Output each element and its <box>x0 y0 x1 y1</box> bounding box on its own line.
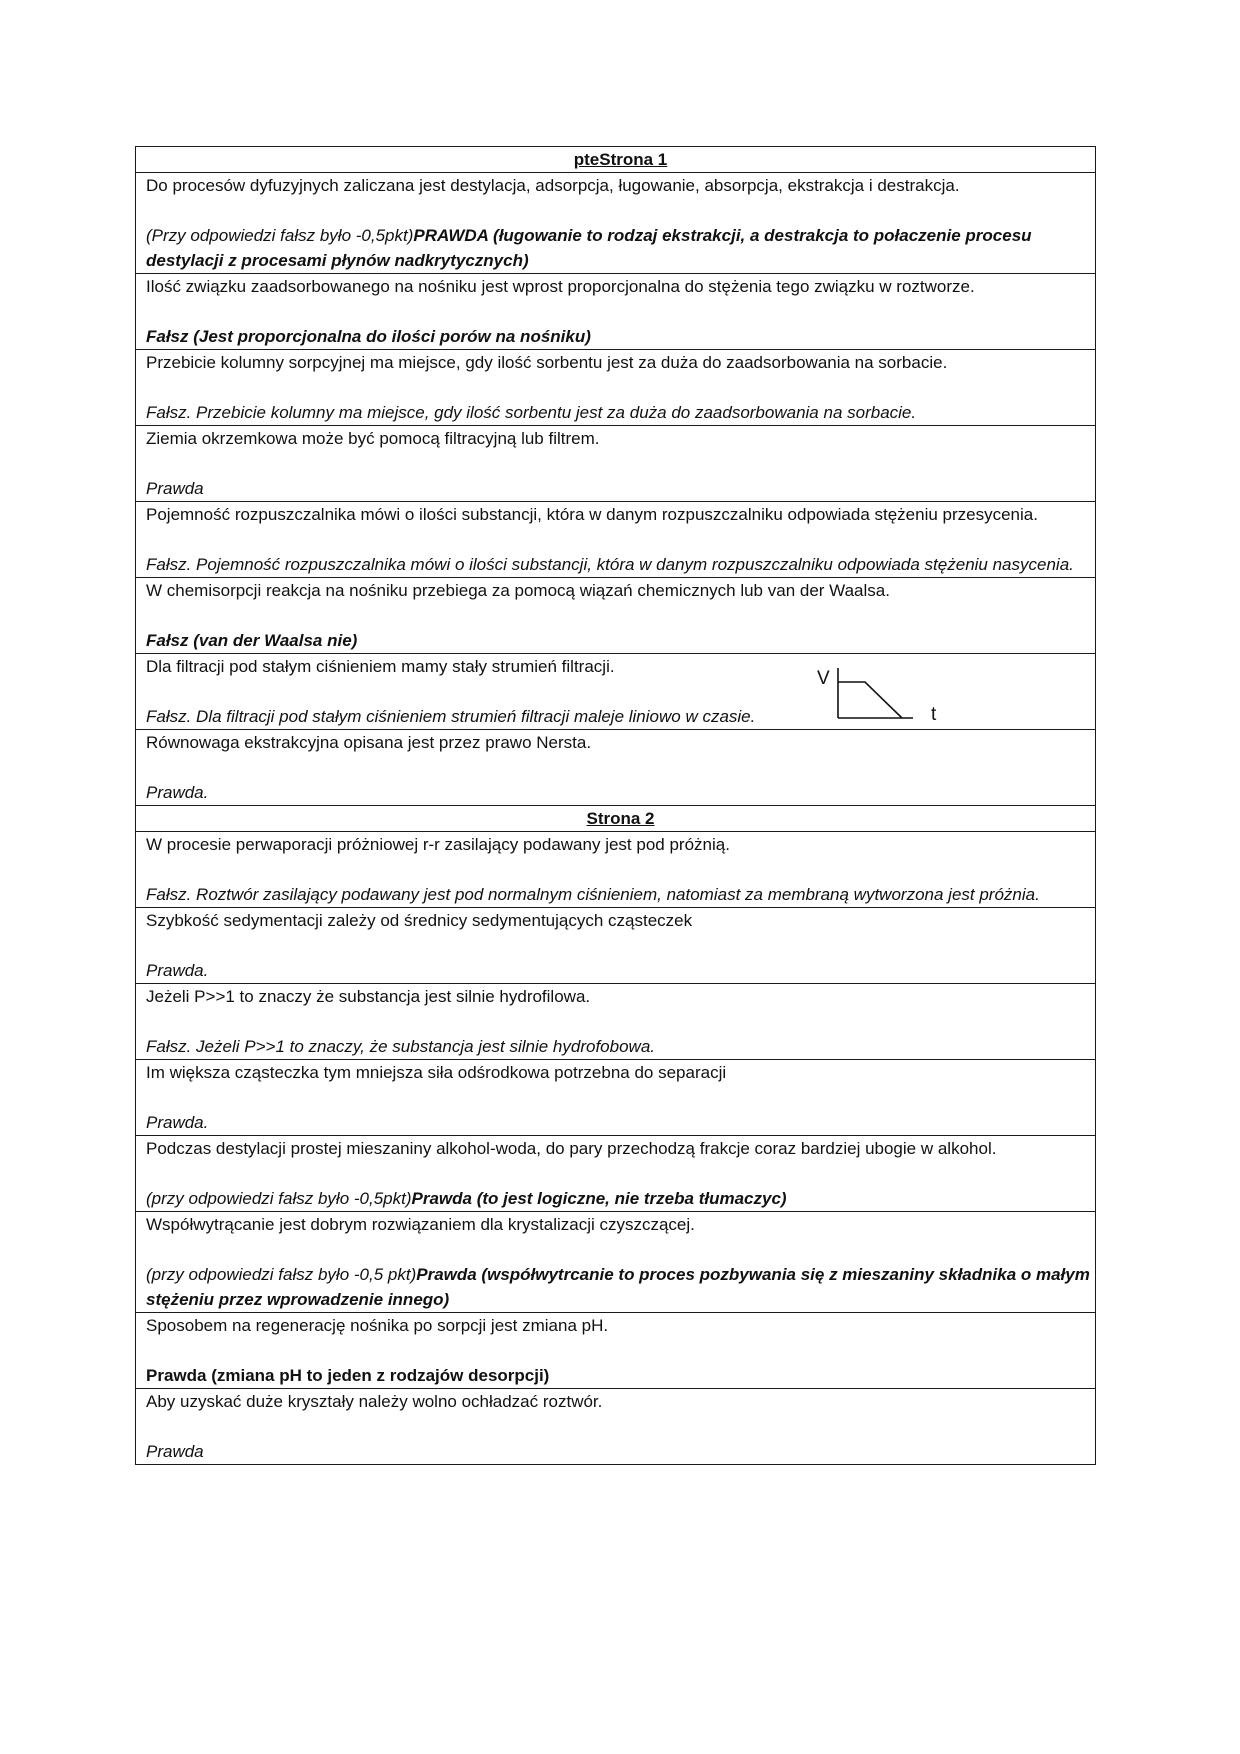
filtration-graph <box>817 662 947 724</box>
page-header-row <box>136 806 1096 832</box>
answer: Fałsz. Dla filtracji pod stałym ciśnieniem strumień filtracji maleje liniowo w czasie. <box>146 707 756 726</box>
question: Ilość związku zaadsorbowanego na nośniku jest wprost proporcjonalna do stężenia tego związku w roztworze. <box>146 277 975 296</box>
qa-row <box>136 1212 1096 1313</box>
qa-row <box>136 502 1096 578</box>
qa-row <box>136 350 1096 426</box>
answer: (przy odpowiedzi fałsz było -0,5 pkt)Prawda (współwytrcanie to proces pozbywania się z mieszaniny składnika o małym stężeniu przez wprowadzenie innego) <box>146 1265 1090 1309</box>
qa-row <box>136 654 1096 730</box>
question: Przebicie kolumny sorpcyjnej ma miejsce, gdy ilość sorbentu jest za duża do zaadsorbowania na sorbacie. <box>146 353 948 372</box>
qa-row <box>136 426 1096 502</box>
question: W chemisorpcji reakcja na nośniku przebiega za pomocą wiązań chemicznych lub van der Waalsa. <box>146 581 890 600</box>
question: Dla filtracji pod stałym ciśnieniem mamy stały strumień filtracji. <box>146 657 615 676</box>
question: Jeżeli P>>1 to znaczy że substancja jest silnie hydrofilowa. <box>146 987 591 1006</box>
qa-row <box>136 1389 1096 1465</box>
question: Współwytrącanie jest dobrym rozwiązaniem dla krystalizacji czyszczącej. <box>146 1215 695 1234</box>
answer: (przy odpowiedzi fałsz było -0,5pkt)Prawda (to jest logiczne, nie trzeba tłumaczyc) <box>146 1189 787 1208</box>
question: Im większa cząsteczka tym mniejsza siła odśrodkowa potrzebna do separacji <box>146 1063 727 1082</box>
question: Aby uzyskać duże kryształy należy wolno ochładzać roztwór. <box>146 1392 603 1411</box>
graph-x-label: t <box>931 704 937 724</box>
qa-row <box>136 984 1096 1060</box>
answer: Prawda (zmiana pH to jeden z rodzajów desorpcji) <box>146 1366 550 1385</box>
answer: Prawda. <box>146 961 209 980</box>
graph-y-label: V <box>817 668 830 689</box>
qa-row <box>136 1136 1096 1212</box>
answer: Prawda <box>146 1442 204 1461</box>
qa-table <box>135 146 1096 1465</box>
answer: Fałsz (van der Waalsa nie) <box>146 631 358 650</box>
question: Pojemność rozpuszczalnika mówi o ilości substancji, która w danym rozpuszczalniku odpowiada stężeniu przesycenia. <box>146 505 1038 524</box>
answer: (Przy odpowiedzi fałsz było -0,5pkt)PRAWDA (ługowanie to rodzaj ekstrakcji, a destrakcja to połaczenie procesu destylacji z procesami płynów nadkrytycznych) <box>146 226 1032 270</box>
answer: Prawda. <box>146 1113 209 1132</box>
question: Równowaga ekstrakcyjna opisana jest przez prawo Nersta. <box>146 733 592 752</box>
qa-row <box>136 173 1096 274</box>
answer: Prawda. <box>146 783 209 802</box>
question: Szybkość sedymentacji zależy od średnicy sedymentujących cząsteczek <box>146 911 693 930</box>
question: Do procesów dyfuzyjnych zaliczana jest destylacja, adsorpcja, ługowanie, absorpcja, ekstrakcja i destrakcja. <box>146 176 960 195</box>
qa-row <box>136 1060 1096 1136</box>
qa-row <box>136 1313 1096 1389</box>
answer: Fałsz. Pojemność rozpuszczalnika mówi o ilości substancji, która w danym rozpuszczalniku odpowiada stężeniu nasycenia. <box>146 555 1074 574</box>
answer: Prawda <box>146 479 204 498</box>
page-header-1: pteStrona 1 <box>136 147 1096 173</box>
qa-row <box>136 274 1096 350</box>
question: Podczas destylacji prostej mieszaniny alkohol-woda, do pary przechodzą frakcje coraz bardziej ubogie w alkohol. <box>146 1139 997 1158</box>
question: Sposobem na regenerację nośnika po sorpcji jest zmiana pH. <box>146 1316 609 1335</box>
qa-row <box>136 908 1096 984</box>
qa-row <box>136 832 1096 908</box>
answer: Fałsz. Roztwór zasilający podawany jest pod normalnym ciśnieniem, natomiast za membraną wytworzona jest próżnia. <box>146 885 1040 904</box>
question: Ziemia okrzemkowa może być pomocą filtracyjną lub filtrem. <box>146 429 600 448</box>
question: W procesie perwaporacji próżniowej r-r zasilający podawany jest pod próżnią. <box>146 835 730 854</box>
qa-row <box>136 730 1096 806</box>
qa-row <box>136 578 1096 654</box>
answer: Fałsz (Jest proporcjonalna do ilości porów na nośniku) <box>146 327 591 346</box>
page-header-row <box>136 147 1096 173</box>
answer: Fałsz. Jeżeli P>>1 to znaczy, że substancja jest silnie hydrofobowa. <box>146 1037 655 1056</box>
page-header-2: Strona 2 <box>136 806 1096 832</box>
graph-curve <box>838 682 902 718</box>
answer: Fałsz. Przebicie kolumny ma miejsce, gdy ilość sorbentu jest za duża do zaadsorbowania na sorbacie. <box>146 403 917 422</box>
